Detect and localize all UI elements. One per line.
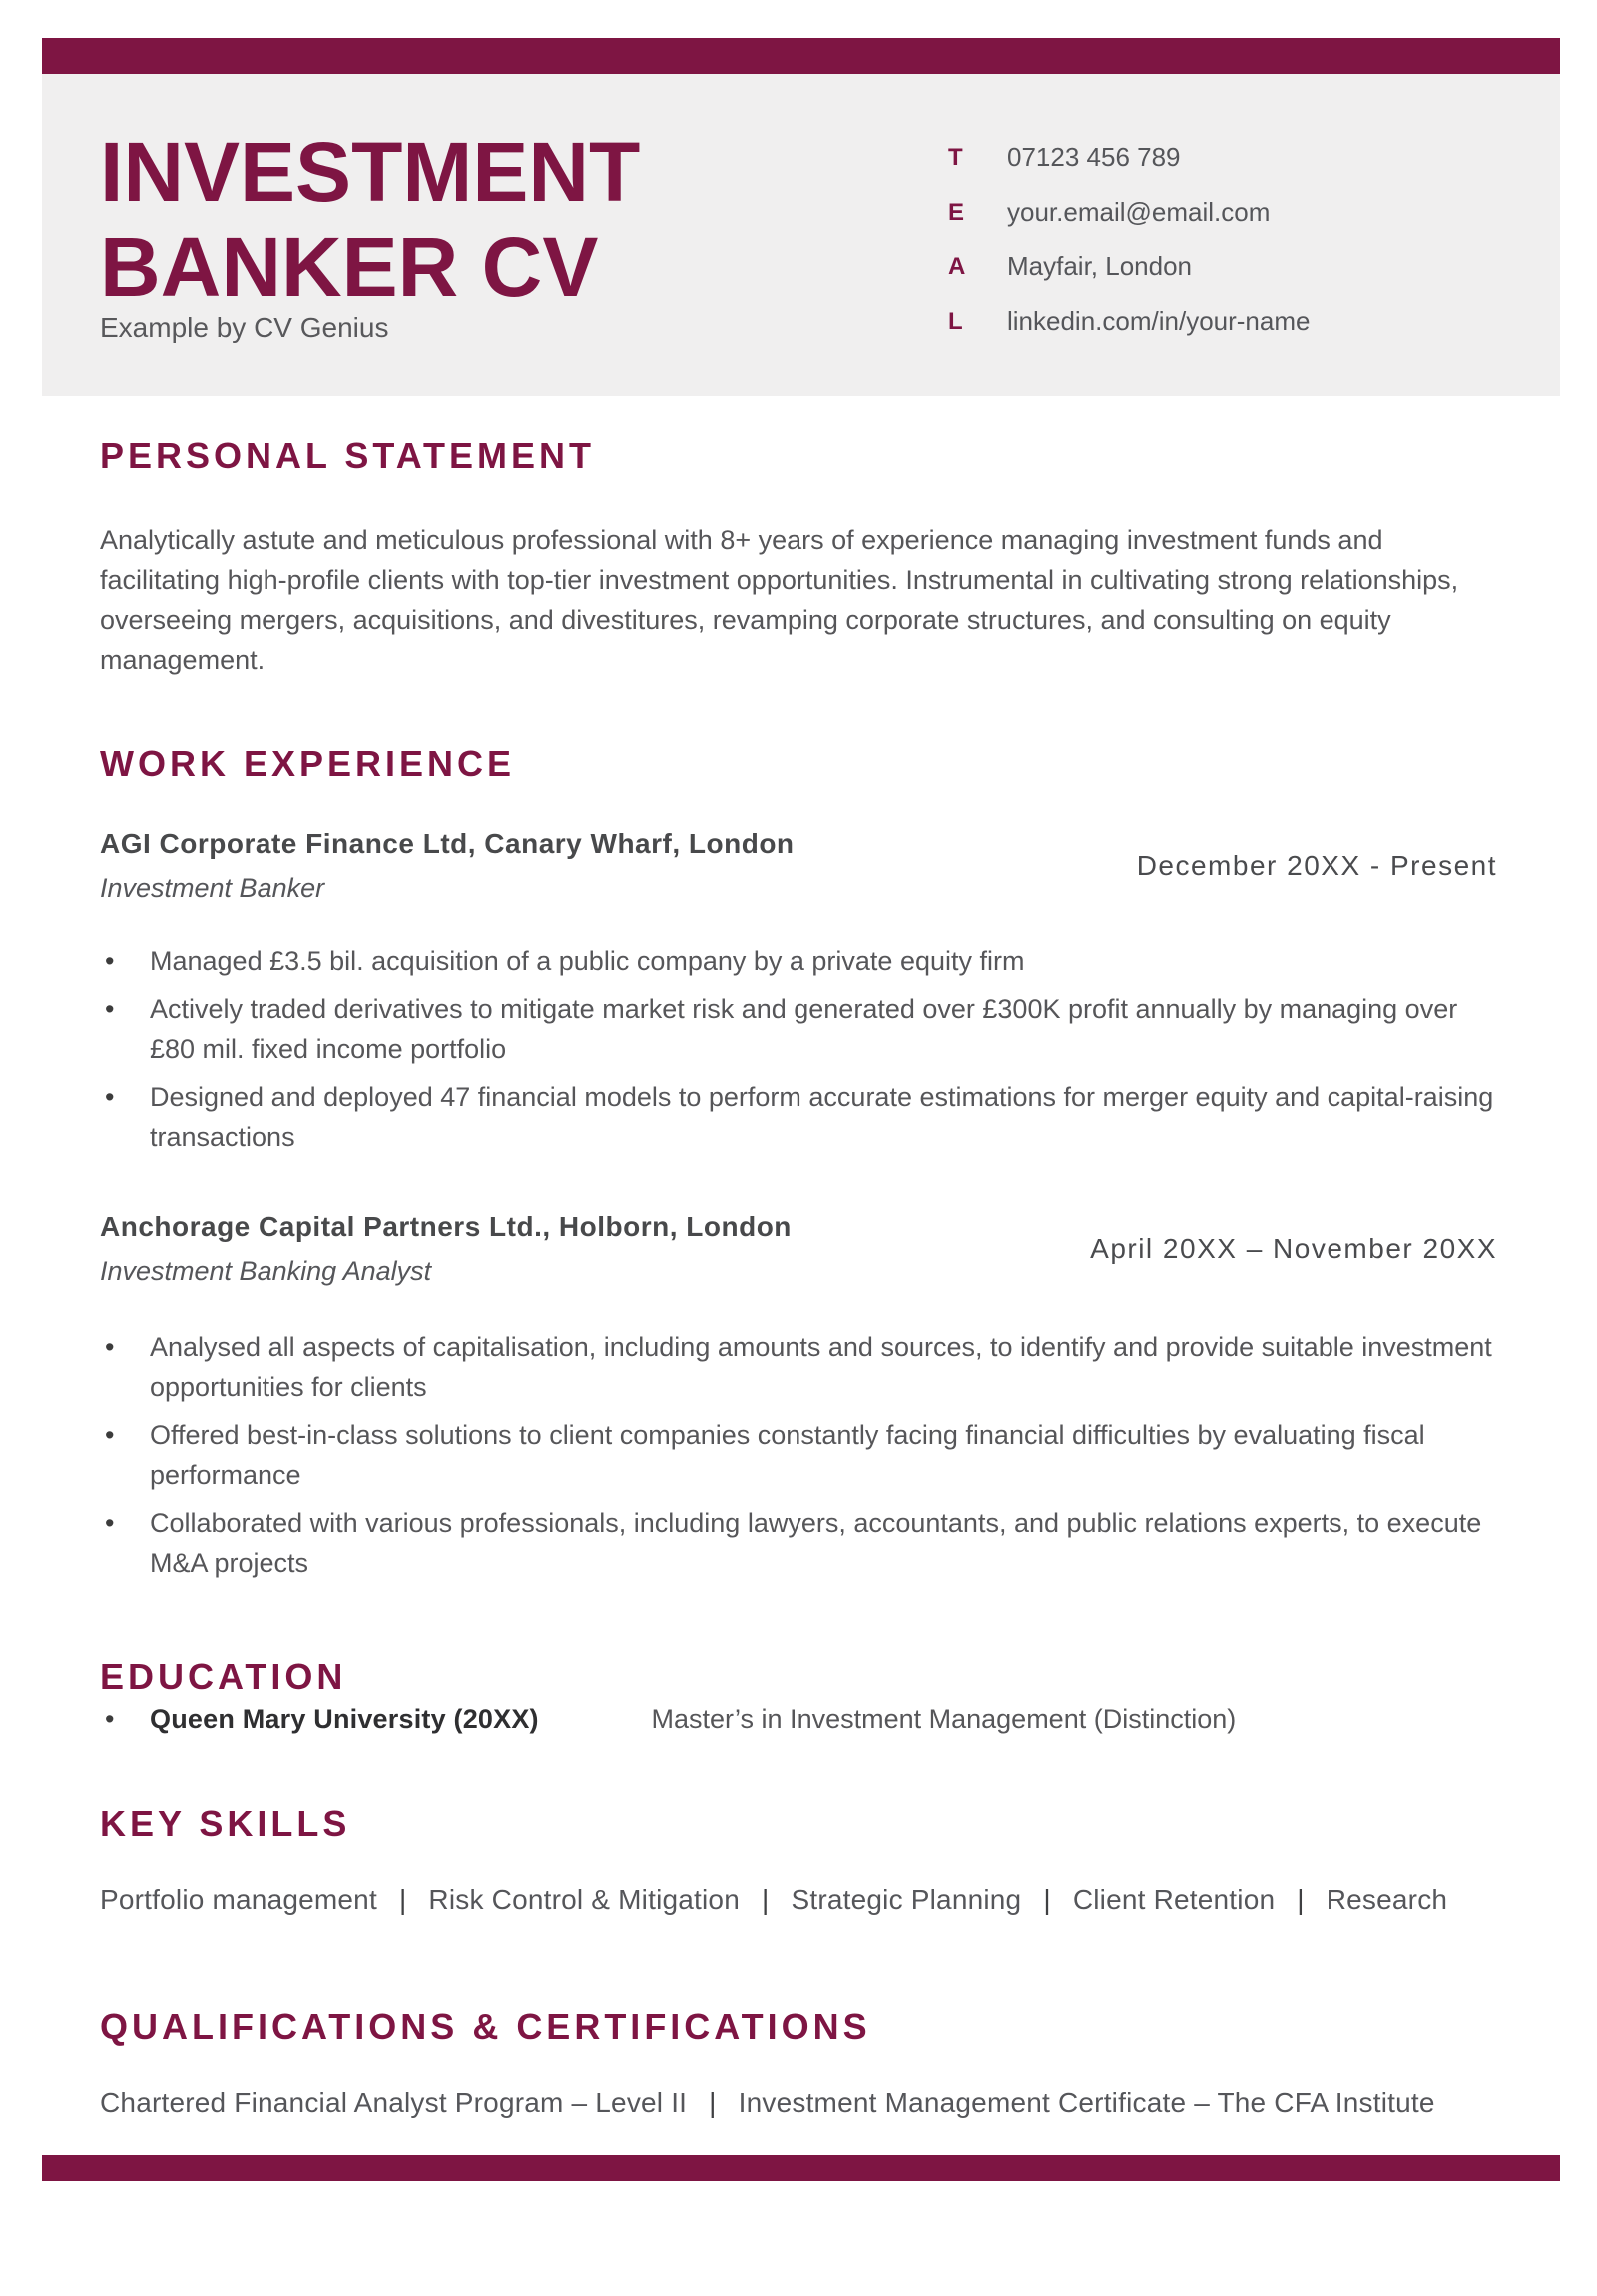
job-company: Anchorage Capital Partners Ltd., Holborn, London	[100, 1211, 792, 1242]
education-heading: EDUCATION	[100, 1656, 347, 1697]
key-skills-row	[100, 1880, 1497, 1920]
contact-row-address	[948, 239, 1310, 294]
contact-block	[948, 130, 1310, 349]
cv-header	[42, 74, 1560, 396]
key-skills-heading: KEY SKILLS	[100, 1803, 351, 1844]
skill-divider: |	[761, 1884, 770, 1915]
skill-item: Strategic Planning	[791, 1884, 1022, 1915]
education-degree: Master’s in Investment Management (Distinction)	[651, 1704, 1237, 1734]
job-header	[100, 1209, 1497, 1289]
work-experience-heading: WORK EXPERIENCE	[100, 743, 516, 784]
job-company-block	[100, 826, 795, 906]
bottom-accent-bar	[42, 2155, 1560, 2181]
qualifications-row	[100, 2083, 1497, 2123]
job-title: Investment Banking Analyst	[100, 1256, 432, 1286]
phone-label: T	[948, 143, 963, 171]
job-bullet: • Offered best-in-class solutions to client companies constantly facing financial difficulties by evaluating fiscal performance	[150, 1415, 1497, 1495]
job-bullet: • Collaborated with various professionals, including lawyers, accountants, and public relations experts, to execute M&A projects	[150, 1503, 1497, 1583]
cv-body	[100, 434, 1497, 2123]
job-bullet-list	[100, 941, 1497, 1156]
contact-row-email	[948, 185, 1310, 239]
skill-item: Client Retention	[1072, 1884, 1276, 1915]
personal-statement-text: Analytically astute and meticulous professional with 8+ years of experience managing investment funds and facilitating high-profile clients with top-tier investment opportunities. Instrumental in cultivating strong relationships, overseeing mergers, acquisitions, and divestitures, revamping corporate structures, and consulting on equity management.	[100, 525, 1459, 675]
skill-divider: |	[1297, 1884, 1305, 1915]
education-list	[100, 1699, 1497, 1739]
skill-item: Research	[1326, 1884, 1448, 1915]
email-value: your.email@email.com	[1007, 197, 1271, 227]
personal-statement-heading: PERSONAL STATEMENT	[100, 435, 596, 476]
cv-subtitle: Example by CV Genius	[100, 312, 389, 343]
linkedin-value: linkedin.com/in/your-name	[1007, 306, 1311, 336]
contact-row-phone	[948, 130, 1310, 185]
job-bullet-list	[100, 1327, 1497, 1583]
skill-item: Portfolio management	[100, 1884, 377, 1915]
skill-item: Risk Control & Mitigation	[428, 1884, 740, 1915]
skill-divider: |	[1043, 1884, 1051, 1915]
cv-title: INVESTMENT BANKER CV	[100, 125, 641, 314]
address-label: A	[948, 252, 966, 280]
qualifications-heading: QUALIFICATIONS & CERTIFICATIONS	[100, 2006, 871, 2047]
job-header	[100, 826, 1497, 906]
job-company: AGI Corporate Finance Ltd, Canary Wharf, London	[100, 828, 795, 859]
linkedin-label: L	[948, 307, 963, 335]
job-bullet: • Actively traded derivatives to mitigate market risk and generated over £300K profit annually by managing over £80 mil. fixed income portfolio	[150, 989, 1497, 1069]
skill-divider: |	[398, 1884, 407, 1915]
qualification-item: Investment Management Certificate – The CFA Institute	[738, 2087, 1435, 2118]
job-bullet: • Managed £3.5 bil. acquisition of a public company by a private equity firm	[150, 941, 1497, 981]
job-bullet: • Designed and deployed 47 financial models to perform accurate estimations for merger equity and capital-raising transactions	[150, 1077, 1497, 1156]
address-value: Mayfair, London	[1007, 251, 1193, 281]
top-accent-bar	[42, 38, 1560, 74]
job-dates: April 20XX – November 20XX	[1090, 1233, 1497, 1264]
qualification-divider: |	[709, 2087, 717, 2118]
education-school: Queen Mary University (20XX)	[150, 1704, 539, 1734]
job-title: Investment Banker	[100, 873, 325, 903]
email-label: E	[948, 198, 965, 226]
job-bullet: • Analysed all aspects of capitalisation, including amounts and sources, to identify and provide suitable investment opportunities for clients	[150, 1327, 1497, 1407]
job-dates: December 20XX - Present	[1136, 850, 1497, 881]
contact-row-linkedin	[948, 294, 1310, 349]
job-company-block	[100, 1209, 792, 1289]
phone-value: 07123 456 789	[1007, 142, 1181, 172]
qualification-item: Chartered Financial Analyst Program – Level II	[100, 2087, 688, 2118]
education-item	[150, 1699, 1497, 1739]
